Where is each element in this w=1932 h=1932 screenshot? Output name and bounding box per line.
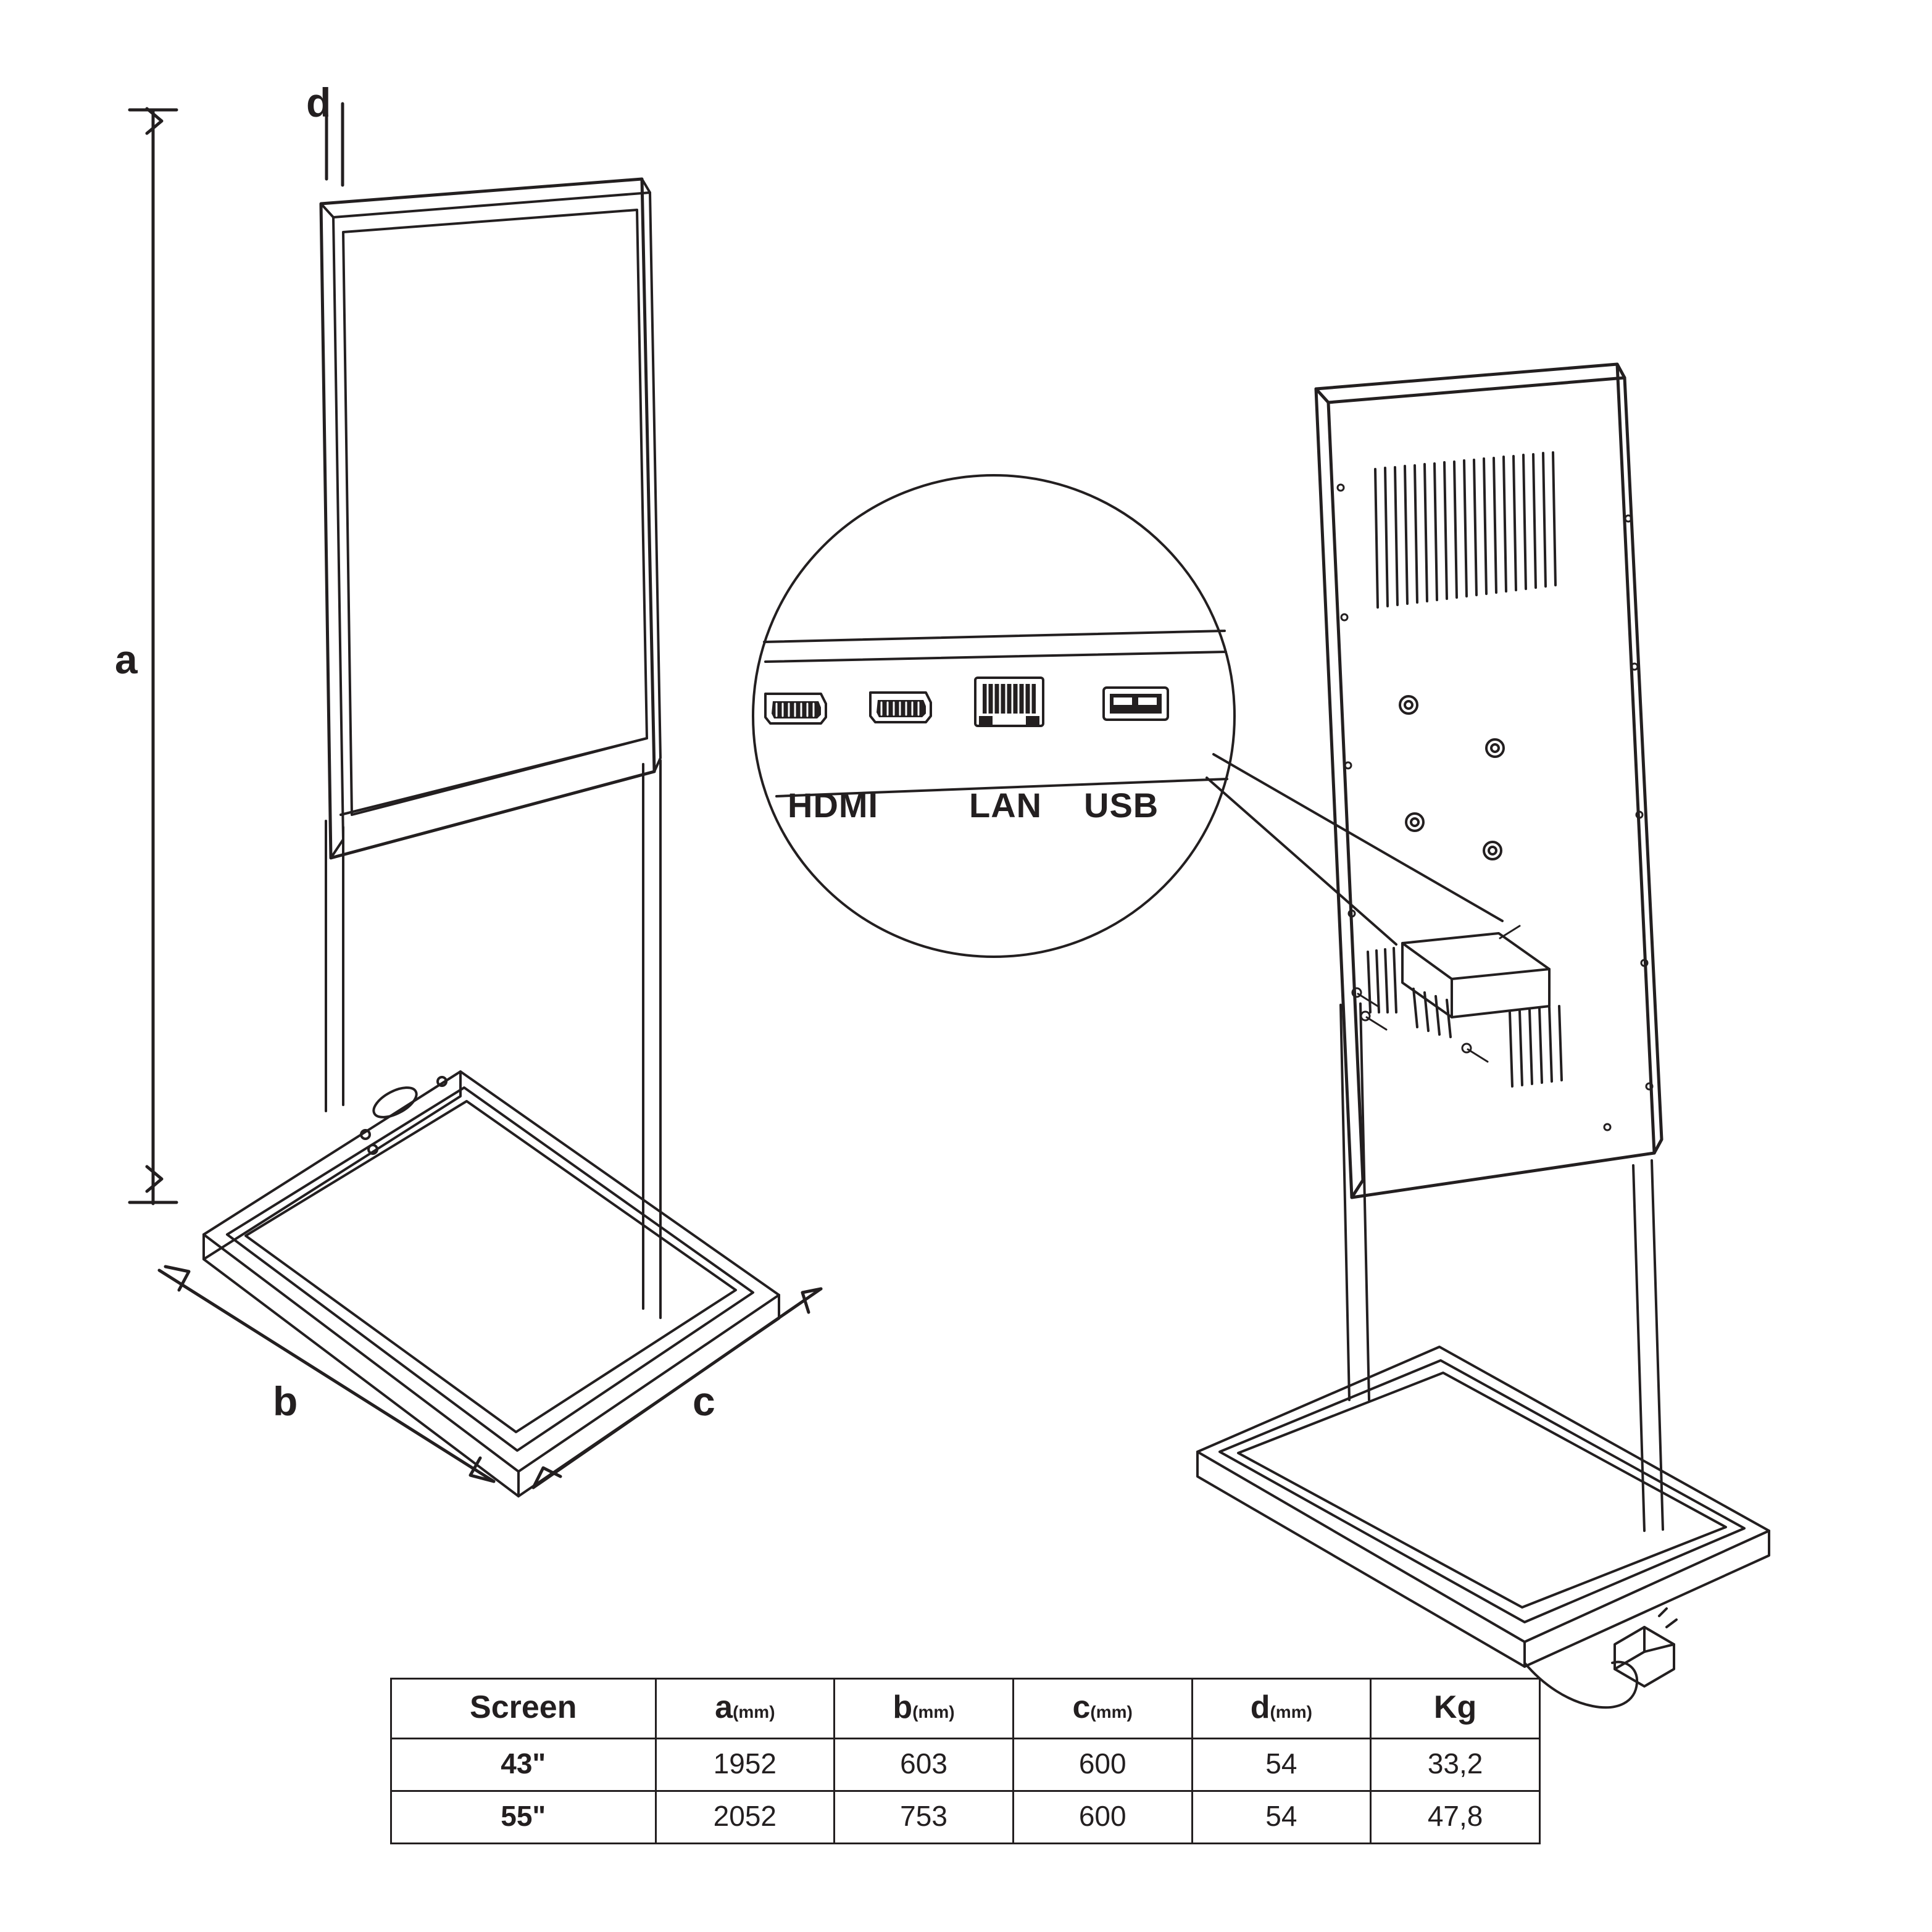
table-row <box>391 1791 1540 1844</box>
header-b: b(mm) <box>835 1679 1014 1739</box>
cell-a: 2052 <box>656 1791 835 1844</box>
rear-vent-grille-lower-right <box>1510 1006 1562 1086</box>
cell-screen: 43" <box>391 1739 656 1791</box>
dimension-label-d: d <box>306 80 331 125</box>
hdmi-port-2-icon <box>870 693 931 722</box>
hdmi-port-label: HDMI <box>788 786 879 825</box>
dimension-label-b: b <box>273 1378 298 1424</box>
cell-d: 54 <box>1192 1791 1371 1844</box>
front-base-cable-hole <box>369 1081 421 1123</box>
usb-port-label: USB <box>1084 786 1159 825</box>
rear-display-panel <box>1316 364 1662 1197</box>
dimension-label-a: a <box>115 636 138 682</box>
cell-screen: 55" <box>391 1791 656 1844</box>
front-display-screen-area <box>343 210 647 815</box>
specification-table <box>390 1678 1541 1844</box>
cell-a: 1952 <box>656 1739 835 1791</box>
table-header-row <box>391 1679 1540 1739</box>
cell-b: 603 <box>835 1739 1014 1791</box>
header-screen: Screen <box>391 1679 656 1739</box>
cell-kg: 47,8 <box>1371 1791 1540 1844</box>
table-row <box>391 1739 1540 1791</box>
dimension-line-c <box>533 1289 821 1488</box>
rear-io-connector-block <box>1402 933 1549 1037</box>
rear-vent-grille-top <box>1375 452 1555 607</box>
dimension-label-c: c <box>693 1378 715 1424</box>
usb-port-icon <box>1104 688 1168 720</box>
header-a: a(mm) <box>656 1679 835 1739</box>
rear-base-frame <box>1197 1347 1769 1667</box>
cell-d: 54 <box>1192 1739 1371 1791</box>
dimension-line-b <box>159 1267 494 1481</box>
front-base-frame <box>204 1072 779 1496</box>
header-kg: Kg <box>1371 1679 1540 1739</box>
rear-vesa-mount-holes <box>1400 696 1504 859</box>
front-display-outer-frame <box>321 179 654 858</box>
cell-c: 600 <box>1013 1739 1192 1791</box>
header-d: d(mm) <box>1192 1679 1371 1739</box>
hdmi-port-1-icon <box>765 694 826 723</box>
cell-b: 753 <box>835 1791 1014 1844</box>
header-c: c(mm) <box>1013 1679 1192 1739</box>
lan-port-icon <box>975 678 1043 726</box>
front-stand-left-post <box>326 821 343 1111</box>
front-display-lower-bezel <box>341 738 647 815</box>
power-cable <box>1525 1662 1637 1707</box>
lan-port-label: LAN <box>969 786 1043 825</box>
cell-c: 600 <box>1013 1791 1192 1844</box>
cell-kg: 33,2 <box>1371 1739 1540 1791</box>
front-display-frame-thickness <box>321 179 660 858</box>
